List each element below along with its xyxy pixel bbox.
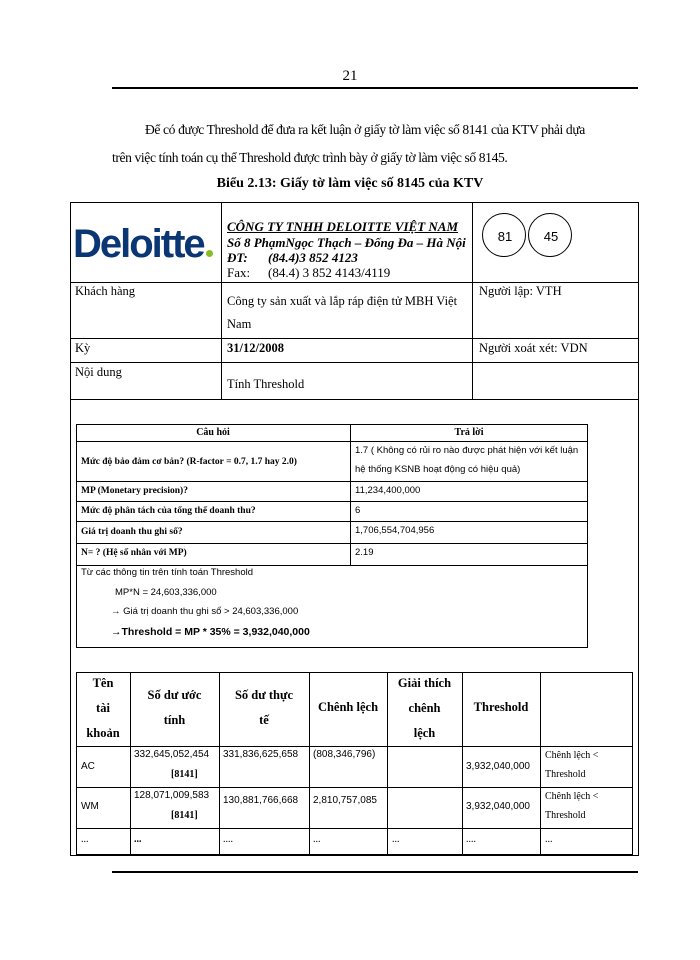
answer-r-factor-line-2: hệ thống KSNB hoạt động có hiệu quả) bbox=[355, 464, 521, 475]
answer-header: Trả lời bbox=[454, 427, 484, 438]
header-threshold: Threshold bbox=[473, 700, 529, 714]
answer-stratification: 6 bbox=[355, 505, 361, 516]
logo-text: Deloitte bbox=[73, 222, 204, 266]
arrow-right-icon: → bbox=[111, 626, 122, 638]
header-estimate: Số dư ước tính bbox=[147, 688, 202, 727]
content-label: Nội dung bbox=[75, 365, 122, 379]
question-mp: MP (Monetary precision)? bbox=[81, 486, 188, 496]
row-more-actual: .... bbox=[223, 834, 233, 845]
divider bbox=[70, 338, 639, 339]
row-wm-threshold: 3,932,040,000 bbox=[466, 801, 530, 812]
row-wm-account: WM bbox=[81, 801, 99, 812]
question-n-factor: N= ? (Hệ số nhân với MP) bbox=[81, 548, 187, 558]
answer-n-factor: 2.19 bbox=[355, 547, 374, 558]
answer-r-factor-line-1: 1.7 ( Không có rủi ro nào được phát hiện với kết luận bbox=[355, 445, 579, 456]
figure-caption: Biểu 2.13: Giấy tờ làm việc số 8145 của KTV bbox=[216, 176, 484, 191]
row-more-note: ... bbox=[545, 834, 553, 845]
row-more-explanation: ... bbox=[392, 834, 400, 845]
divider bbox=[76, 441, 588, 442]
answer-recorded-revenue: 1,706,554,704,956 bbox=[355, 525, 435, 536]
row-ac-account: AC bbox=[81, 761, 95, 772]
page-number: 21 bbox=[342, 68, 358, 84]
header-explanation: Giải thích chênh lệch bbox=[397, 676, 452, 740]
divider bbox=[76, 828, 633, 829]
company-address: Số 8 PhạmNgọc Thạch – Đống Đa – Hà Nội bbox=[227, 235, 466, 250]
tel-value: (84.4)3 852 4123 bbox=[268, 250, 358, 265]
row-wm-note-line-1: Chênh lệch < bbox=[545, 791, 599, 802]
period-label: Kỳ bbox=[75, 341, 91, 355]
row-ac-note-line-2: Threshold bbox=[545, 769, 586, 780]
header-difference: Chênh lệch bbox=[317, 700, 379, 714]
question-recorded-revenue: Giá trị doanh thu ghi sổ? bbox=[81, 527, 183, 537]
question-stratification: Mức độ phân tách của tổng thể doanh thu? bbox=[81, 506, 256, 516]
row-wm-difference: 2,810,757,085 bbox=[313, 795, 377, 806]
divider bbox=[76, 543, 588, 544]
company-name: CÔNG TY TNHH DELOITTE VIỆT NAM bbox=[227, 219, 458, 234]
arrow-right-icon: → bbox=[111, 606, 121, 617]
header-account: Tên tài khoản bbox=[86, 676, 120, 740]
summary-threshold: →Threshold = MP * 35% = 3,932,040,000 bbox=[111, 626, 310, 638]
divider bbox=[76, 501, 588, 502]
divider bbox=[221, 202, 222, 399]
header-actual: Số dư thực tế bbox=[234, 688, 294, 727]
summary-intro: Từ các thông tin trên tính toán Threshold bbox=[81, 567, 254, 578]
row-wm-note-line-2: Threshold bbox=[545, 810, 586, 821]
divider bbox=[76, 787, 633, 788]
divider bbox=[76, 481, 588, 482]
summary-mp-n: MP*N = 24,603,336,000 bbox=[115, 587, 217, 598]
divider bbox=[70, 282, 639, 283]
row-more-estimate: ... bbox=[134, 834, 142, 845]
period-value: 31/12/2008 bbox=[227, 341, 284, 355]
circle-number-left: 81 bbox=[497, 229, 513, 244]
header-rule bbox=[112, 87, 638, 89]
row-ac-threshold: 3,932,040,000 bbox=[466, 761, 530, 772]
client-label: Khách hàng bbox=[75, 284, 136, 298]
circle-number-right: 45 bbox=[543, 229, 559, 244]
footer-rule bbox=[112, 871, 638, 873]
paragraph-line-1: Để có được Threshold để đưa ra kết luận ở giấy tờ làm việc số 8141 của KTV phải dựa bbox=[145, 122, 585, 137]
row-ac-estimate: 332,645,052,454 bbox=[134, 749, 210, 760]
client-name-line-2: Nam bbox=[227, 317, 252, 331]
row-more-account: ... bbox=[81, 834, 89, 845]
row-more-threshold: .... bbox=[466, 834, 476, 845]
row-wm-estimate: 128,071,009,583 bbox=[134, 790, 210, 801]
summary-revenue-compare: → Giá trị doanh thu ghi sổ > 24,603,336,000 bbox=[111, 606, 299, 617]
fax-label: Fax: bbox=[227, 265, 251, 280]
row-ac-note-line-1: Chênh lệch < bbox=[545, 750, 599, 761]
paragraph-line-2: trên việc tính toán cụ thể Threshold được trình bày ở giấy tờ làm việc số 8145. bbox=[112, 150, 508, 165]
fax-value: (84.4) 3 852 4143/4119 bbox=[268, 265, 391, 280]
logo-dot-icon bbox=[206, 250, 213, 257]
divider bbox=[472, 202, 473, 399]
reviewer: Người xoát xét: VDN bbox=[479, 341, 588, 355]
row-ac-difference: (808,346,796) bbox=[313, 749, 376, 760]
row-ac-actual: 331,836,625,658 bbox=[223, 749, 299, 760]
content-value: Tính Threshold bbox=[227, 377, 305, 391]
divider bbox=[76, 565, 588, 566]
divider bbox=[70, 399, 639, 400]
tel-label: ĐT: bbox=[227, 250, 248, 265]
question-header: Câu hỏi bbox=[196, 427, 230, 438]
divider bbox=[76, 746, 633, 747]
row-wm-actual: 130,881,766,668 bbox=[223, 795, 299, 806]
question-r-factor: Mức độ bảo đảm cơ bản? (R-factor = 0.7, 1.7 hay 2.0) bbox=[81, 457, 297, 467]
row-wm-reference: [8141] bbox=[171, 810, 198, 821]
client-name-line-1: Công ty sản xuất và lắp ráp điện tử MBH Việt bbox=[227, 294, 458, 308]
preparer: Người lập: VTH bbox=[479, 284, 562, 298]
row-ac-reference: [8141] bbox=[171, 769, 198, 780]
deloitte-logo bbox=[73, 222, 213, 267]
row-more-difference: ... bbox=[313, 834, 321, 845]
answer-mp: 11,234,400,000 bbox=[355, 485, 421, 496]
divider bbox=[70, 362, 639, 363]
divider bbox=[76, 521, 588, 522]
